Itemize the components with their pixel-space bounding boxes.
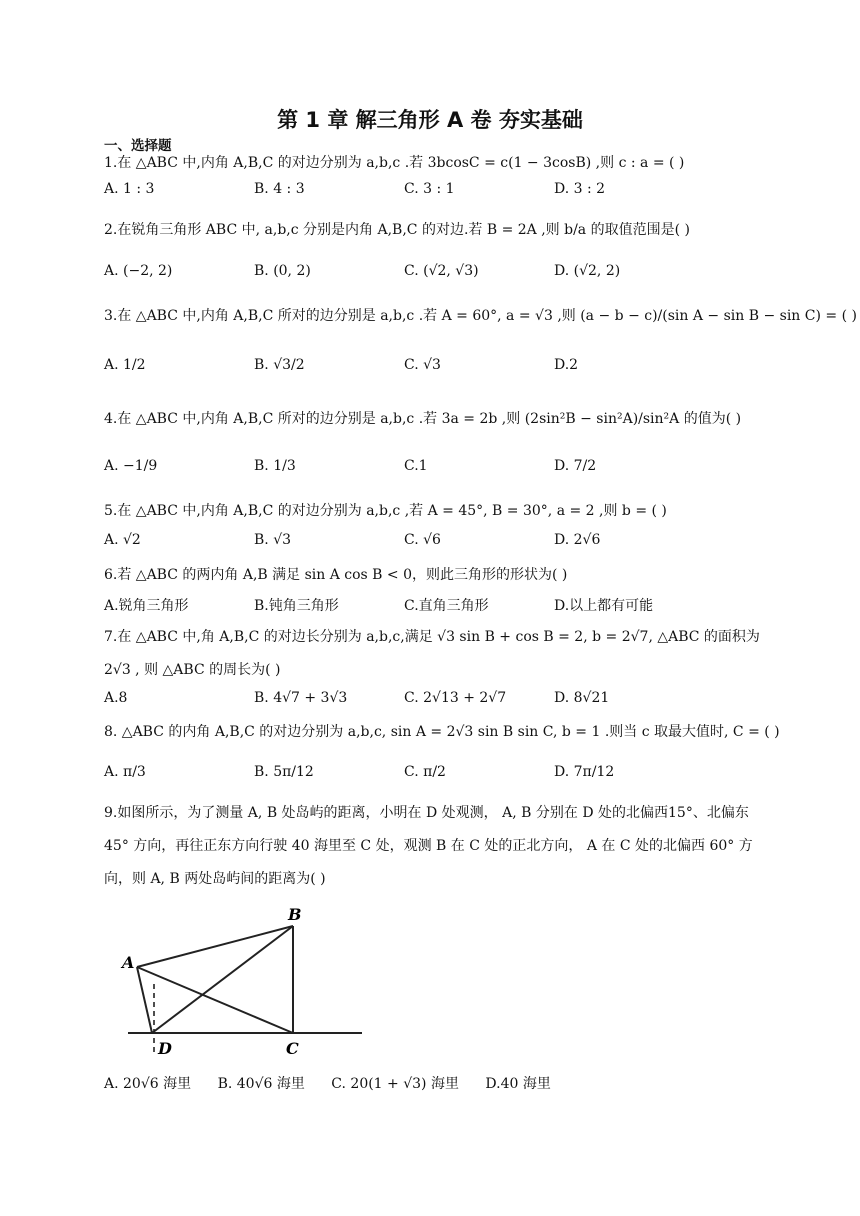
option-b[interactable]: B. 1/3 <box>254 458 296 474</box>
option-b[interactable]: B. 40√6 海里 <box>217 1076 305 1092</box>
option-d[interactable]: D. 7π/12 <box>554 764 615 780</box>
question-8: 8. △ABC 的内角 A,B,C 的对边分别为 a,b,c, sin A = 2√3 sin B sin C, b = 1 .则当 c 取最大值时, C = ( ) <box>104 724 780 740</box>
option-b[interactable]: B.钝角三角形 <box>254 598 339 614</box>
options-4 <box>104 458 764 492</box>
option-a[interactable]: A.锐角三角形 <box>104 598 189 614</box>
label-D: D <box>158 1039 172 1058</box>
segment-AD <box>137 967 152 1033</box>
option-d[interactable]: D. 8√21 <box>554 690 610 706</box>
question-2: 2.在锐角三角形 ABC 中, a,b,c 分别是内角 A,B,C 的对边.若 B = 2A ,则 b/a 的取值范围是( ) <box>104 222 690 238</box>
option-d[interactable]: D. 3 : 2 <box>554 181 606 197</box>
section-heading: 一、选择题 <box>104 138 172 154</box>
segment-AB <box>137 926 293 967</box>
option-c[interactable]: C.直角三角形 <box>404 598 489 614</box>
options-2 <box>104 263 764 297</box>
option-a[interactable]: A. π/3 <box>104 764 146 780</box>
option-a[interactable]: A. 1 : 3 <box>104 181 155 197</box>
option-c[interactable]: C. 20(1 + √3) 海里 <box>331 1076 459 1092</box>
option-a[interactable]: A. −1/9 <box>104 458 158 474</box>
segment-BD <box>152 926 293 1033</box>
option-d[interactable]: D. (√2, 2) <box>554 263 621 279</box>
option-d[interactable]: D.40 海里 <box>485 1076 551 1092</box>
option-a[interactable]: A. 20√6 海里 <box>104 1076 192 1092</box>
option-c[interactable]: C. √6 <box>404 532 441 548</box>
option-d[interactable]: D.2 <box>554 357 579 373</box>
option-a[interactable]: A. 1/2 <box>104 357 146 373</box>
geometry-figure <box>104 896 374 1066</box>
label-C: C <box>286 1039 299 1058</box>
option-c[interactable]: C. π/2 <box>404 764 446 780</box>
option-b[interactable]: B. √3/2 <box>254 357 305 373</box>
options-1 <box>104 181 764 215</box>
label-B: B <box>288 905 302 924</box>
question-6: 6.若 △ABC 的两内角 A,B 满足 sin A cos B < 0，则此三角形的形状为( ) <box>104 567 568 583</box>
option-b[interactable]: B. 4√7 + 3√3 <box>254 690 348 706</box>
option-c[interactable]: C.1 <box>404 458 428 474</box>
option-a[interactable]: A. (−2, 2) <box>104 263 173 279</box>
option-b[interactable]: B. 4 : 3 <box>254 181 305 197</box>
segment-AC <box>137 967 293 1033</box>
question-9: 9.如图所示，为了测量 A, B 处岛屿的距离，小明在 D 处观测， A, B 分别在 D 处的北偏西15°、北偏东 45° 方向，再往正东方向行驶 40 海里至 C 处，观测 B 在 C 处的正北方向， A 在 C 处的北偏西 60° 方向，则 A, B 两处岛屿间的距离为( ) <box>104 805 753 887</box>
options-8 <box>104 764 764 798</box>
option-c[interactable]: C. √3 <box>404 357 441 373</box>
option-b[interactable]: B. (0, 2) <box>254 263 311 279</box>
question-4: 4.在 △ABC 中,内角 A,B,C 所对的边分别是 a,b,c .若 3a = 2b ,则 (2sin²B − sin²A)/sin²A 的值为( ) <box>104 411 742 427</box>
options-3 <box>104 357 764 391</box>
label-A: A <box>122 953 135 972</box>
option-d[interactable]: D. 2√6 <box>554 532 601 548</box>
option-d[interactable]: D. 7/2 <box>554 458 597 474</box>
question-3: 3.在 △ABC 中,内角 A,B,C 所对的边分别是 a,b,c .若 A = 60°, a = √3 ,则 (a − b − c)/(sin A − sin B − sin C) = ( ) <box>104 308 857 324</box>
question-1: 1.在 △ABC 中,内角 A,B,C 的对边分别为 a,b,c .若 3bcosC = c(1 − 3cosB) ,则 c : a = ( ) <box>104 155 685 171</box>
option-c[interactable]: C. (√2, √3) <box>404 263 479 279</box>
option-c[interactable]: C. 3 : 1 <box>404 181 455 197</box>
option-a[interactable]: A. √2 <box>104 532 141 548</box>
option-b[interactable]: B. √3 <box>254 532 292 548</box>
option-b[interactable]: B. 5π/12 <box>254 764 314 780</box>
options-9 <box>104 1073 764 1107</box>
question-7: 7.在 △ABC 中,角 A,B,C 的对边长分别为 a,b,c,满足 √3 sin B + cos B = 2, b = 2√7, △ABC 的面积为 2√3 , 则 △ABC 的周长为( ) <box>104 629 760 678</box>
option-d[interactable]: D.以上都有可能 <box>554 598 654 614</box>
question-5: 5.在 △ABC 中,内角 A,B,C 的对边分别为 a,b,c ,若 A = 45°, B = 30°, a = 2 ,则 b = ( ) <box>104 503 667 519</box>
option-c[interactable]: C. 2√13 + 2√7 <box>404 690 507 706</box>
option-a[interactable]: A.8 <box>104 690 128 706</box>
page-title: 第 1 章 解三角形 A 卷 夯实基础 <box>277 108 583 132</box>
